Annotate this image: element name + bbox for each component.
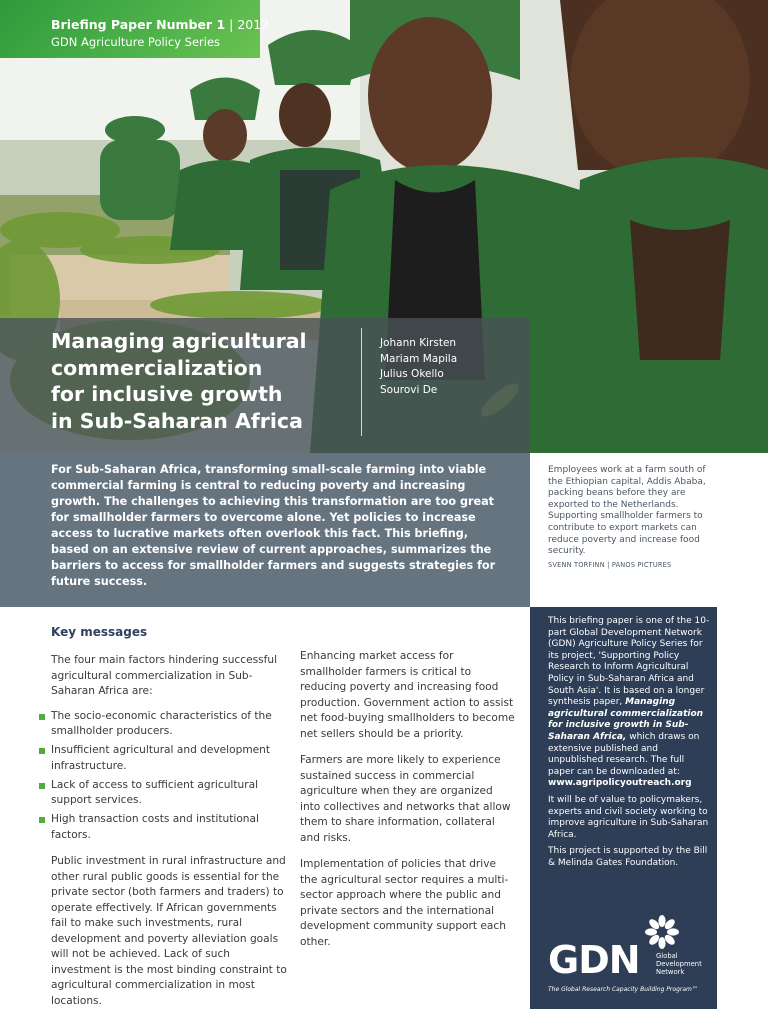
- title-divider: [361, 328, 362, 436]
- title-line: for inclusive growth: [51, 382, 283, 406]
- collectives-paragraph: Farmers are more likely to experience sustained success in commercial agriculture when they are organized into collectives and networks that allow them to share information, collateral and risks.: [300, 754, 511, 844]
- photo-caption: [548, 465, 723, 571]
- about-paragraph: [548, 616, 711, 790]
- multi-sector-paragraph: Implementation of policies that drive the agricultural sector requires a multi-sector approach where the public and private sectors and the international development community support each other.: [300, 858, 509, 948]
- gdn-tagline: The Global Research Capacity Building Program™: [548, 986, 698, 993]
- title-line: in Sub-Saharan Africa: [51, 408, 303, 433]
- synthesis-paper-title: Managing agricultural commercialization for inclusive growth in Sub-Saharan Africa,: [548, 697, 704, 742]
- author-name: Sourovi De: [380, 383, 438, 396]
- paper-number-line: [51, 17, 269, 32]
- audience-paragraph: It will be of value to policymakers, experts and civil society working to improve agriculture in Sub-Saharan Africa.: [548, 794, 709, 840]
- paper-year: 2012: [237, 17, 270, 32]
- author-name: Mariam Mapila: [380, 352, 458, 365]
- infrastructure-paragraph: Public investment in rural infrastructure and other rural public goods is essential for the private sector (both farmers and traders) to operate effectively. If African governments fail to make such investments, rural development and poverty alleviation goals will not be achieved. Lack of such investment is the most binding constraint to agricultural commercialization in most locations.: [51, 855, 287, 1007]
- title-line: Managing agricultural: [51, 329, 307, 353]
- factor-list: [39, 709, 287, 844]
- list-item: [39, 743, 287, 774]
- flower-icon: [642, 912, 682, 952]
- photo-credit: SVENN TORFINN | PANOS PICTURES: [548, 560, 672, 569]
- bullet-square-icon: [39, 817, 45, 823]
- key-messages-column-2: [300, 649, 516, 961]
- bullet-text: Insufficient agricultural and development infrastructure.: [51, 744, 271, 772]
- gdn-name-line: Development: [656, 960, 702, 969]
- bullet-text: High transaction costs and institutional factors.: [51, 813, 259, 841]
- download-link[interactable]: www.agripolicyoutreach.org: [548, 778, 692, 789]
- gdn-wordmark: GDN: [548, 938, 640, 982]
- bullet-square-icon: [39, 783, 45, 789]
- cover-photo: [0, 0, 768, 453]
- author-name: Johann Kirsten: [380, 337, 457, 349]
- gdn-name-line: Global: [656, 952, 678, 960]
- key-messages-heading: Key messages: [51, 625, 148, 639]
- series-badge: [0, 0, 270, 58]
- key-messages-intro: The four main factors hindering successful agricultural commercialization in Sub-Saharan Africa are:: [51, 654, 278, 697]
- list-item: [39, 778, 287, 809]
- about-sidebox: [530, 607, 717, 1009]
- gdn-full-name: [656, 952, 702, 977]
- bullet-square-icon: [39, 714, 45, 720]
- about-text-b: which draws on extensive published and unpublished research. The full paper can be downloaded at:: [548, 731, 700, 777]
- summary-text: For Sub-Saharan Africa, transforming small-scale farming into viable commercial farming is central to reducing poverty and increasing growth. The challenges to achieving this transformation are too great for smallholder farmers to overcome alone. Yet policies to increase access to lucrative markets often overlook this fact. This briefing, based on an extensive review of current approaches, summarizes the barriers to access for smallholder farmers and suggests strategies for future success.: [51, 463, 496, 588]
- about-text: [548, 616, 711, 874]
- series-name: GDN Agriculture Policy Series: [51, 35, 221, 49]
- funder-paragraph: This project is supported by the Bill & Melinda Gates Foundation.: [548, 846, 708, 868]
- paper-number: Briefing Paper Number 1: [51, 17, 226, 32]
- market-access-paragraph: Enhancing market access for smallholder farmers is critical to reducing poverty and increasing food production. Government action to assist net food-buying smallholders to become net sellers should be a priority.: [300, 650, 515, 740]
- bullet-square-icon: [39, 748, 45, 754]
- list-item: [39, 812, 287, 843]
- about-text-a: This briefing paper is one of the 10-part Global Development Network (GDN) Agriculture Policy Series for its project, 'Supporting Policy Research to Inform Agricultural Policy in Sub-Saharan Africa and South Asia'. It is based on a longer synthesis paper,: [548, 616, 710, 708]
- author-list: [380, 336, 457, 398]
- list-item: [39, 709, 287, 740]
- title-line: commercialization: [51, 355, 263, 380]
- caption-text: Employees work at a farm south of the Ethiopian capital, Addis Ababa, packing beans before they are exported to the Netherlands. Supporting smallholder farmers to contribute to export markets can reduce poverty and increase food security.: [548, 465, 706, 557]
- gdn-logo: [548, 912, 713, 992]
- bullet-text: The socio-economic characteristics of the smallholder producers.: [51, 709, 272, 737]
- page-title: [51, 328, 351, 434]
- title-panel: [0, 318, 530, 453]
- author-name: Julius Okello: [380, 368, 444, 380]
- separator: |: [229, 17, 234, 32]
- bullet-text: Lack of access to sufficient agricultural support services.: [51, 778, 259, 806]
- gdn-name-line: Network: [656, 968, 685, 977]
- summary-band: [0, 453, 530, 607]
- key-messages-column-1: [51, 625, 287, 1018]
